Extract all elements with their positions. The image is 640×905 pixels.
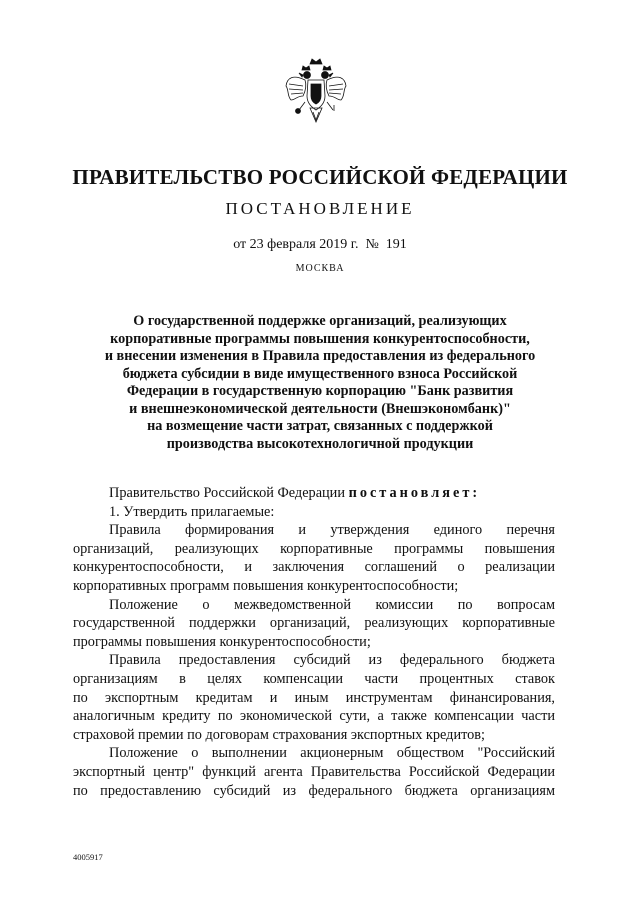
intro-line (73, 484, 555, 503)
heading-line: и внесении изменения в Правила предоставления из федерального (104, 348, 536, 364)
paragraph-line: государственной поддержки организаций, реализующих корпоративные (73, 615, 555, 632)
paragraph-line: Положение о выполнении акционерным обществом "Российский (109, 745, 555, 762)
paragraph-line: Положение о межведомственной комиссии по вопросам (109, 596, 555, 613)
document-type: ПОСТАНОВЛЕНИЕ (225, 199, 415, 218)
paragraph-line: Правила предоставления субсидий из федерального бюджета (109, 652, 555, 669)
document-date-number: от 23 февраля 2019 г. № 191 (233, 237, 407, 252)
paragraph-line: страховой премии по договорам страхования экспортных кредитов; (73, 726, 486, 743)
heading-line: на возмещение части затрат, связанных с поддержкой (147, 418, 493, 434)
paragraph-line: организаций, реализующих корпоративные программы повышения (73, 540, 555, 557)
government-title: ПРАВИТЕЛЬСТВО РОССИЙСКОЙ ФЕДЕРАЦИИ (72, 165, 568, 189)
coat-of-arms-icon (283, 56, 349, 126)
paragraph-line: организациям в целях компенсации части процентных ставок (73, 670, 555, 687)
paragraph-line: по экспортным кредитам и иным инструментам финансирования, (73, 689, 555, 706)
heading-line: производства высокотехнологичной продукции (166, 435, 474, 452)
document-code: 4005917 (73, 852, 103, 862)
document-body (73, 484, 555, 800)
intro-prefix: Правительство Российской Федерации (109, 485, 349, 501)
document-city: МОСКВА (295, 263, 345, 274)
paragraph-line: аналогичным кредиту по экономической сути, а также компенсации части (73, 708, 555, 725)
heading-line: Федерации в государственную корпорацию "Банк развития (126, 383, 514, 399)
paragraph-line: Правила формирования и утверждения единого перечня (109, 522, 555, 539)
heading-line: бюджета субсидии в виде имущественного взноса Российской (122, 365, 518, 382)
heading-line: корпоративные программы повышения конкурентоспособности, (110, 330, 530, 347)
heading-line: и внешнеэкономической деятельности (Внешэкономбанк)" (129, 400, 511, 417)
paragraph-line: корпоративных программ повышения конкурентоспособности; (73, 577, 459, 594)
paragraph-line: программы повышения конкурентоспособности; (73, 633, 371, 650)
document-heading (60, 313, 580, 453)
paragraph-line: по предоставлению субсидий из федерального бюджета организациям (73, 782, 555, 799)
item-1: 1. Утвердить прилагаемые: (109, 503, 275, 520)
intro-decree-word: постановляет: (348, 485, 481, 501)
paragraph-line: экспортный центр" функций агента Правительства Российской Федерации (73, 763, 555, 780)
paragraph-line: конкурентоспособности, и заключения соглашений о реализации (73, 559, 555, 576)
heading-line: О государственной поддержке организаций, реализующих (133, 313, 507, 329)
